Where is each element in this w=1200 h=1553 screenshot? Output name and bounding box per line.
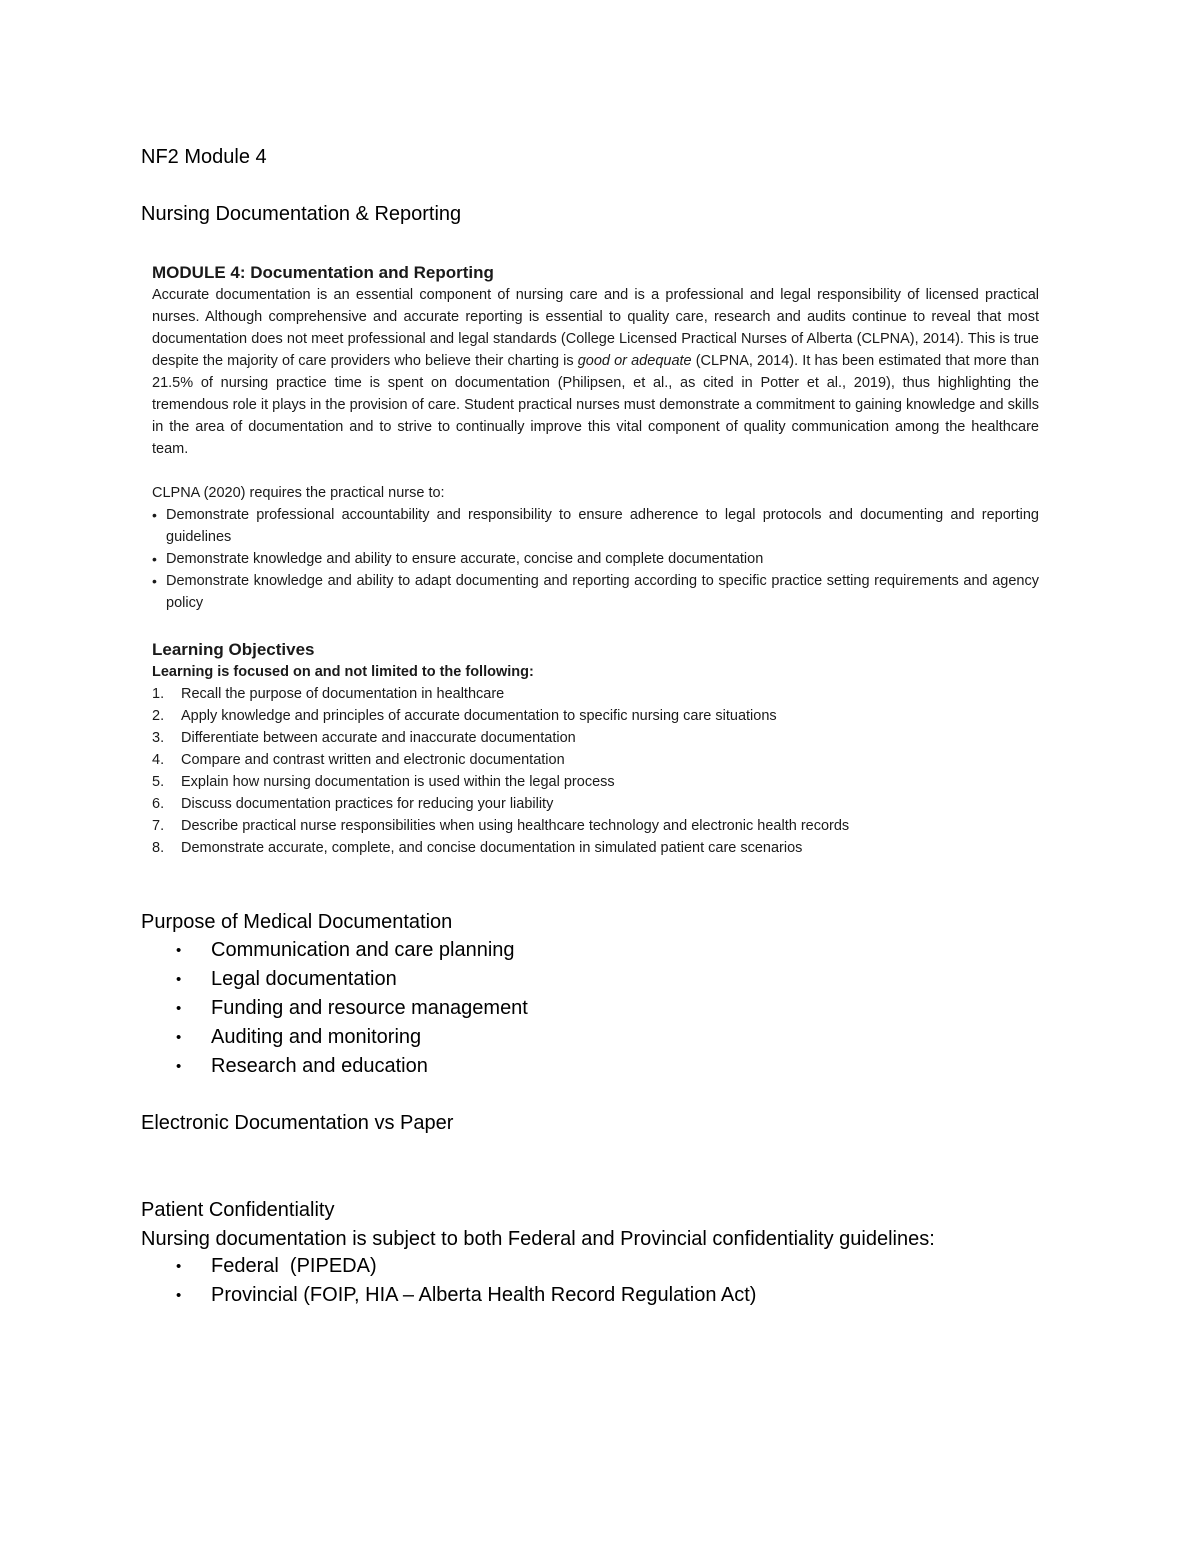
requirement-item: • Demonstrate knowledge and ability to adapt documenting and reporting according to specific practice setting requirements and agency policy [152, 570, 1039, 614]
objective-text: Compare and contrast written and electronic documentation [181, 752, 565, 768]
confidentiality-heading: Patient Confidentiality [141, 1199, 335, 1221]
objective-item [152, 705, 1039, 727]
objective-item [152, 683, 1039, 705]
objective-item [152, 837, 1039, 859]
requirement-item: • Demonstrate professional accountability and responsibility to ensure adherence to legal protocols and documenting and reporting guidelines [152, 504, 1039, 548]
objective-text: Differentiate between accurate and inaccurate documentation [181, 730, 576, 746]
objective-item [152, 793, 1039, 815]
objectives-subtitle: Learning is focused on and not limited to the following: [152, 664, 534, 680]
confidentiality-list [176, 1252, 756, 1310]
objective-number: 3. [152, 730, 165, 746]
requirements-intro: CLPNA (2020) requires the practical nurse to: [152, 485, 445, 501]
objective-number: 1. [152, 686, 165, 702]
purpose-item [176, 994, 528, 1023]
bullet-icon: • [176, 1000, 182, 1017]
module-excerpt [152, 262, 1039, 859]
confidentiality-item [176, 1252, 756, 1281]
objective-text: Discuss documentation practices for reducing your liability [181, 796, 554, 812]
bullet-icon: • [176, 971, 182, 988]
purpose-heading: Purpose of Medical Documentation [141, 911, 453, 933]
objective-item [152, 727, 1039, 749]
module-intro-paragraph [152, 284, 1039, 460]
bullet-icon: • [176, 1058, 182, 1075]
purpose-item-text: Funding and resource management [211, 997, 528, 1019]
paragraph-text-start: Accurate documentation is an essential component of nursing care and is a professional and legal responsibility of licensed practical nurses. Although comprehensive and accurate reporting is essential to quality care, research and audits continue to reveal that most documentation does not meet professional and legal standards (College Licensed Practical Nurses of Alberta (CLPNA), 2014). This is true despite the majority of care providers who believe their charting is [152, 287, 1039, 369]
objective-text: Apply knowledge and principles of accurate documentation to specific nursing care situations [181, 708, 777, 724]
confidentiality-item-text: Federal (PIPEDA) [211, 1255, 377, 1277]
electronic-heading: Electronic Documentation vs Paper [141, 1112, 454, 1134]
purpose-item [176, 1052, 528, 1081]
course-title: NF2 Module 4 [141, 146, 267, 168]
purpose-item [176, 965, 528, 994]
module-title: MODULE 4: Documentation and Reporting [152, 263, 494, 282]
objective-number: 4. [152, 752, 165, 768]
objective-text: Describe practical nurse responsibilities when using healthcare technology and electronic health records [181, 818, 850, 834]
bullet-icon: • [176, 1287, 182, 1304]
purpose-item-text: Research and education [211, 1055, 428, 1077]
confidentiality-item [176, 1281, 756, 1310]
paragraph-italic-phrase: good or adequate [577, 353, 692, 369]
bullet-icon: • [176, 942, 182, 959]
paragraph-text-end: (CLPNA, 2014). It has been estimated that more than 21.5% of nursing practice time is spent on documentation (Philipsen, et al., as cited in Potter et al., 2019), thus highlighting the tremendous role it plays in the provision of care. Student practical nurses must demonstrate a commitment to gaining knowledge and skills in the area of documentation and to strive to continually improve this vital component of quality communication among the healthcare team. [152, 353, 1040, 457]
objective-text: Demonstrate accurate, complete, and concise documentation in simulated patient care scenarios [181, 840, 803, 856]
requirements-list [152, 504, 1039, 614]
purpose-item-text: Auditing and monitoring [211, 1026, 422, 1048]
purpose-item-text: Communication and care planning [211, 939, 515, 961]
objective-number: 7. [152, 818, 165, 834]
objective-item [152, 771, 1039, 793]
objective-number: 8. [152, 840, 165, 856]
objective-item [152, 749, 1039, 771]
confidentiality-subheading: Nursing documentation is subject to both Federal and Provincial confidentiality guidelines: [141, 1228, 935, 1250]
bullet-icon: • [176, 1029, 182, 1046]
objective-item [152, 815, 1039, 837]
purpose-list [176, 936, 528, 1081]
bullet-icon: • [176, 1258, 182, 1275]
purpose-item [176, 1023, 528, 1052]
purpose-item [176, 936, 528, 965]
objectives-list [152, 683, 1039, 859]
confidentiality-item-text: Provincial (FOIP, HIA – Alberta Health Record Regulation Act) [211, 1284, 757, 1306]
purpose-item-text: Legal documentation [211, 968, 397, 990]
requirement-item: • Demonstrate knowledge and ability to ensure accurate, concise and complete documentation [152, 548, 1039, 570]
objective-text: Recall the purpose of documentation in healthcare [181, 686, 505, 702]
objective-number: 6. [152, 796, 165, 812]
objective-text: Explain how nursing documentation is used within the legal process [181, 774, 615, 790]
objective-number: 2. [152, 708, 165, 724]
objective-number: 5. [152, 774, 165, 790]
objectives-title: Learning Objectives [152, 640, 315, 659]
page-title: Nursing Documentation & Reporting [141, 203, 462, 225]
